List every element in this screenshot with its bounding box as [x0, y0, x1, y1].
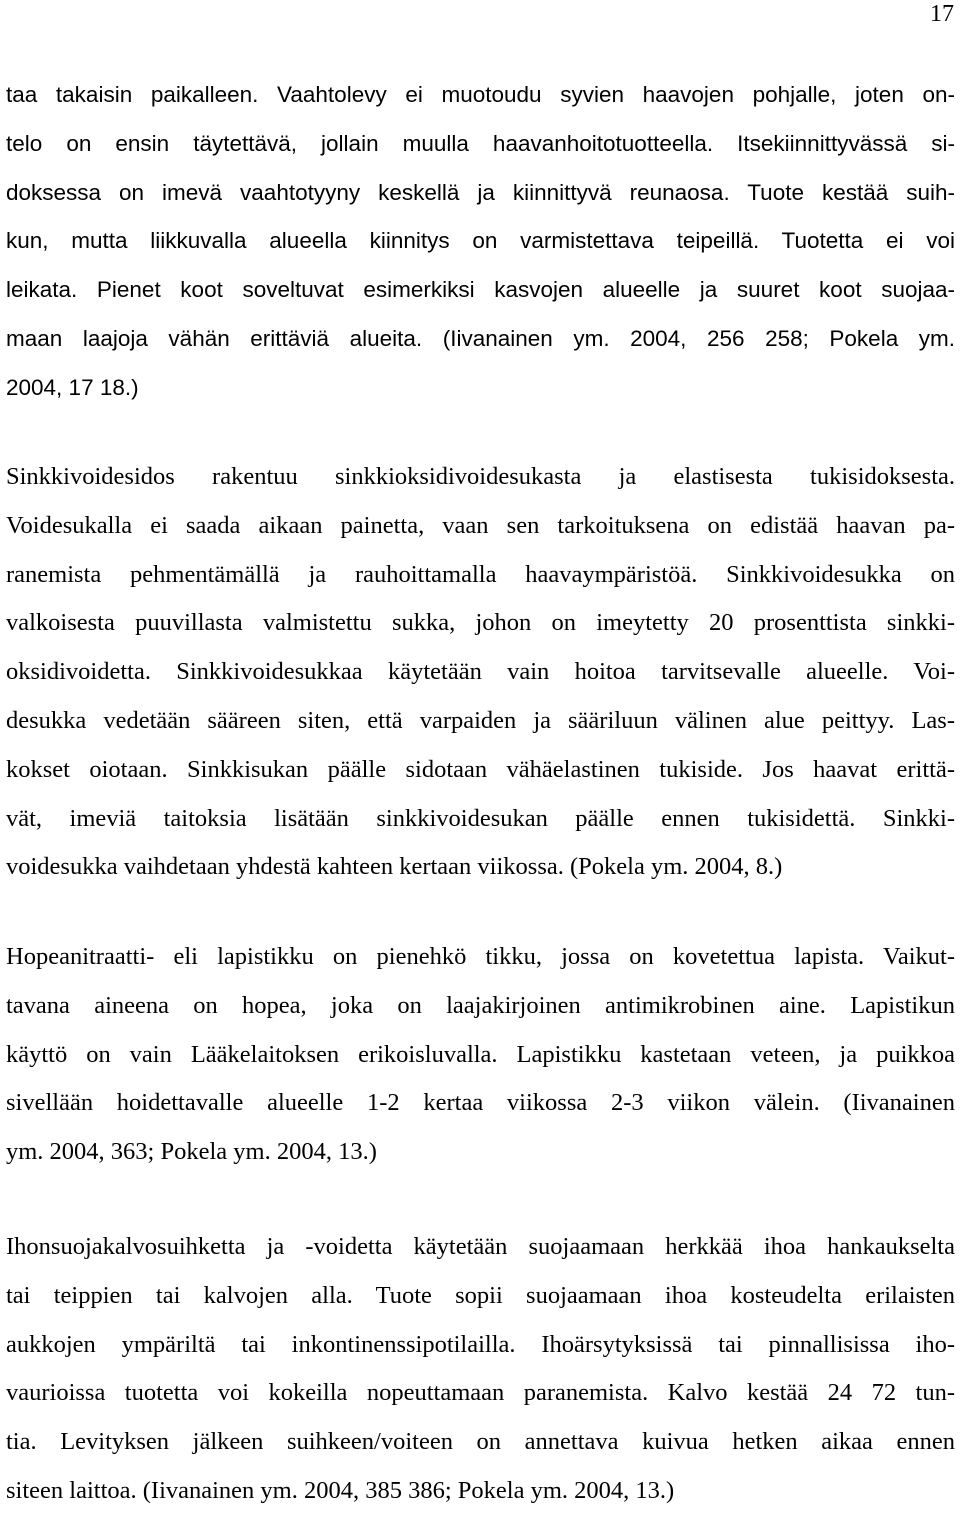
text-line: vät, imeviä taitoksia lisätään sinkkivoidesukan päälle ennen tukisidettä. Sinkki- [6, 804, 955, 832]
text-line: kokset oiotaan. Sinkkisukan päälle sidotaan vähäelastinen tukiside. Jos haavat erittä- [6, 755, 955, 783]
text-line: 2004, 17 18.) [6, 374, 139, 400]
text-line: sivellään hoidettavalle alueelle 1-2 kertaa viikossa 2-3 viikon välein. (Iivanainen [6, 1089, 955, 1117]
text-line: telo on ensin täytettävä, jollain muulla haavanhoitotuotteella. Itsekiinnittyvässä si- [6, 130, 955, 156]
text-line: voidesukka vaihdetaan yhdestä kahteen kertaan viikossa. (Pokela ym. 2004, 8.) [6, 853, 783, 881]
text-line: desukka vedetään sääreen siten, että varpaiden ja sääriluun välinen alue peittyy. Las- [6, 706, 955, 734]
text-line: tai teippien tai kalvojen alla. Tuote sopii suojaamaan ihoa kosteudelta erilaisten [6, 1281, 955, 1309]
paragraph-silver-nitrate [6, 933, 955, 1177]
text-line: käyttö on vain Lääkelaitoksen erikoisluvalla. Lapistikku kastetaan veteen, ja puikkoa [6, 1040, 955, 1068]
text-line: Hopeanitraatti- eli lapistikku on pienehkö tikku, jossa on kovetettua lapista. Vaikut- [6, 943, 955, 970]
text-line: tia. Levityksen jälkeen suihkeen/voiteen on annettava kuivua hetken aikaa ennen [6, 1428, 955, 1456]
paragraph-skin-protection [6, 1223, 955, 1516]
text-line: leikata. Pienet koot soveltuvat esimerkiksi kasvojen alueelle ja suuret koot suojaa- [6, 277, 955, 303]
text-line: oksidivoidetta. Sinkkivoidesukkaa käytetään vain hoitoa tarvitsevalle alueelle. Voi- [6, 658, 955, 686]
text-line: Ihonsuojakalvosuihketta ja -voidetta käytetään suojaamaan herkkää ihoa hankaukselta [6, 1233, 955, 1260]
text-line: Voidesukalla ei saada aikaan painetta, vaan sen tarkoituksena on edistää haavan pa- [6, 511, 955, 539]
text-line: doksessa on imevä vaahtotyyny keskellä ja kiinnittyvä reunaosa. Tuote kestää suih- [6, 179, 955, 205]
paragraph-zinc-bandage [6, 453, 955, 892]
text-line: valkoisesta puuvillasta valmistettu sukka, johon on imeytetty 20 prosenttista sinkki- [6, 609, 955, 637]
text-line: taa takaisin paikalleen. Vaahtolevy ei muotoudu syvien haavojen pohjalle, joten on- [6, 82, 955, 107]
page-number: 17 [930, 1, 954, 27]
paragraph-foam-dressing [6, 71, 955, 413]
text-line: vaurioissa tuotetta voi kokeilla nopeuttamaan paranemista. Kalvo kestää 24 72 tun- [6, 1379, 955, 1407]
text-line: ym. 2004, 363; Pokela ym. 2004, 13.) [6, 1138, 377, 1166]
text-line: Sinkkivoidesidos rakentuu sinkkioksidivoidesukasta ja elastisesta tukisidoksesta. [6, 463, 955, 490]
text-line: tavana aineena on hopea, joka on laajakirjoinen antimikrobinen aine. Lapistikun [6, 991, 955, 1019]
text-line: ranemista pehmentämällä ja rauhoittamalla haavaympäristöä. Sinkkivoidesukka on [6, 560, 955, 588]
text-line: siteen laittoa. (Iivanainen ym. 2004, 385 386; Pokela ym. 2004, 13.) [6, 1476, 675, 1504]
text-line: maan laajoja vähän erittäviä alueita. (Iivanainen ym. 2004, 256 258; Pokela ym. [6, 325, 955, 351]
text-line: aukkojen ympäriltä tai inkontinenssipotilailla. Ihoärsytyksissä tai pinnallisissa iho- [6, 1330, 955, 1358]
text-line: kun, mutta liikkuvalla alueella kiinnitys on varmistettava teipeillä. Tuotetta ei voi [6, 228, 955, 254]
